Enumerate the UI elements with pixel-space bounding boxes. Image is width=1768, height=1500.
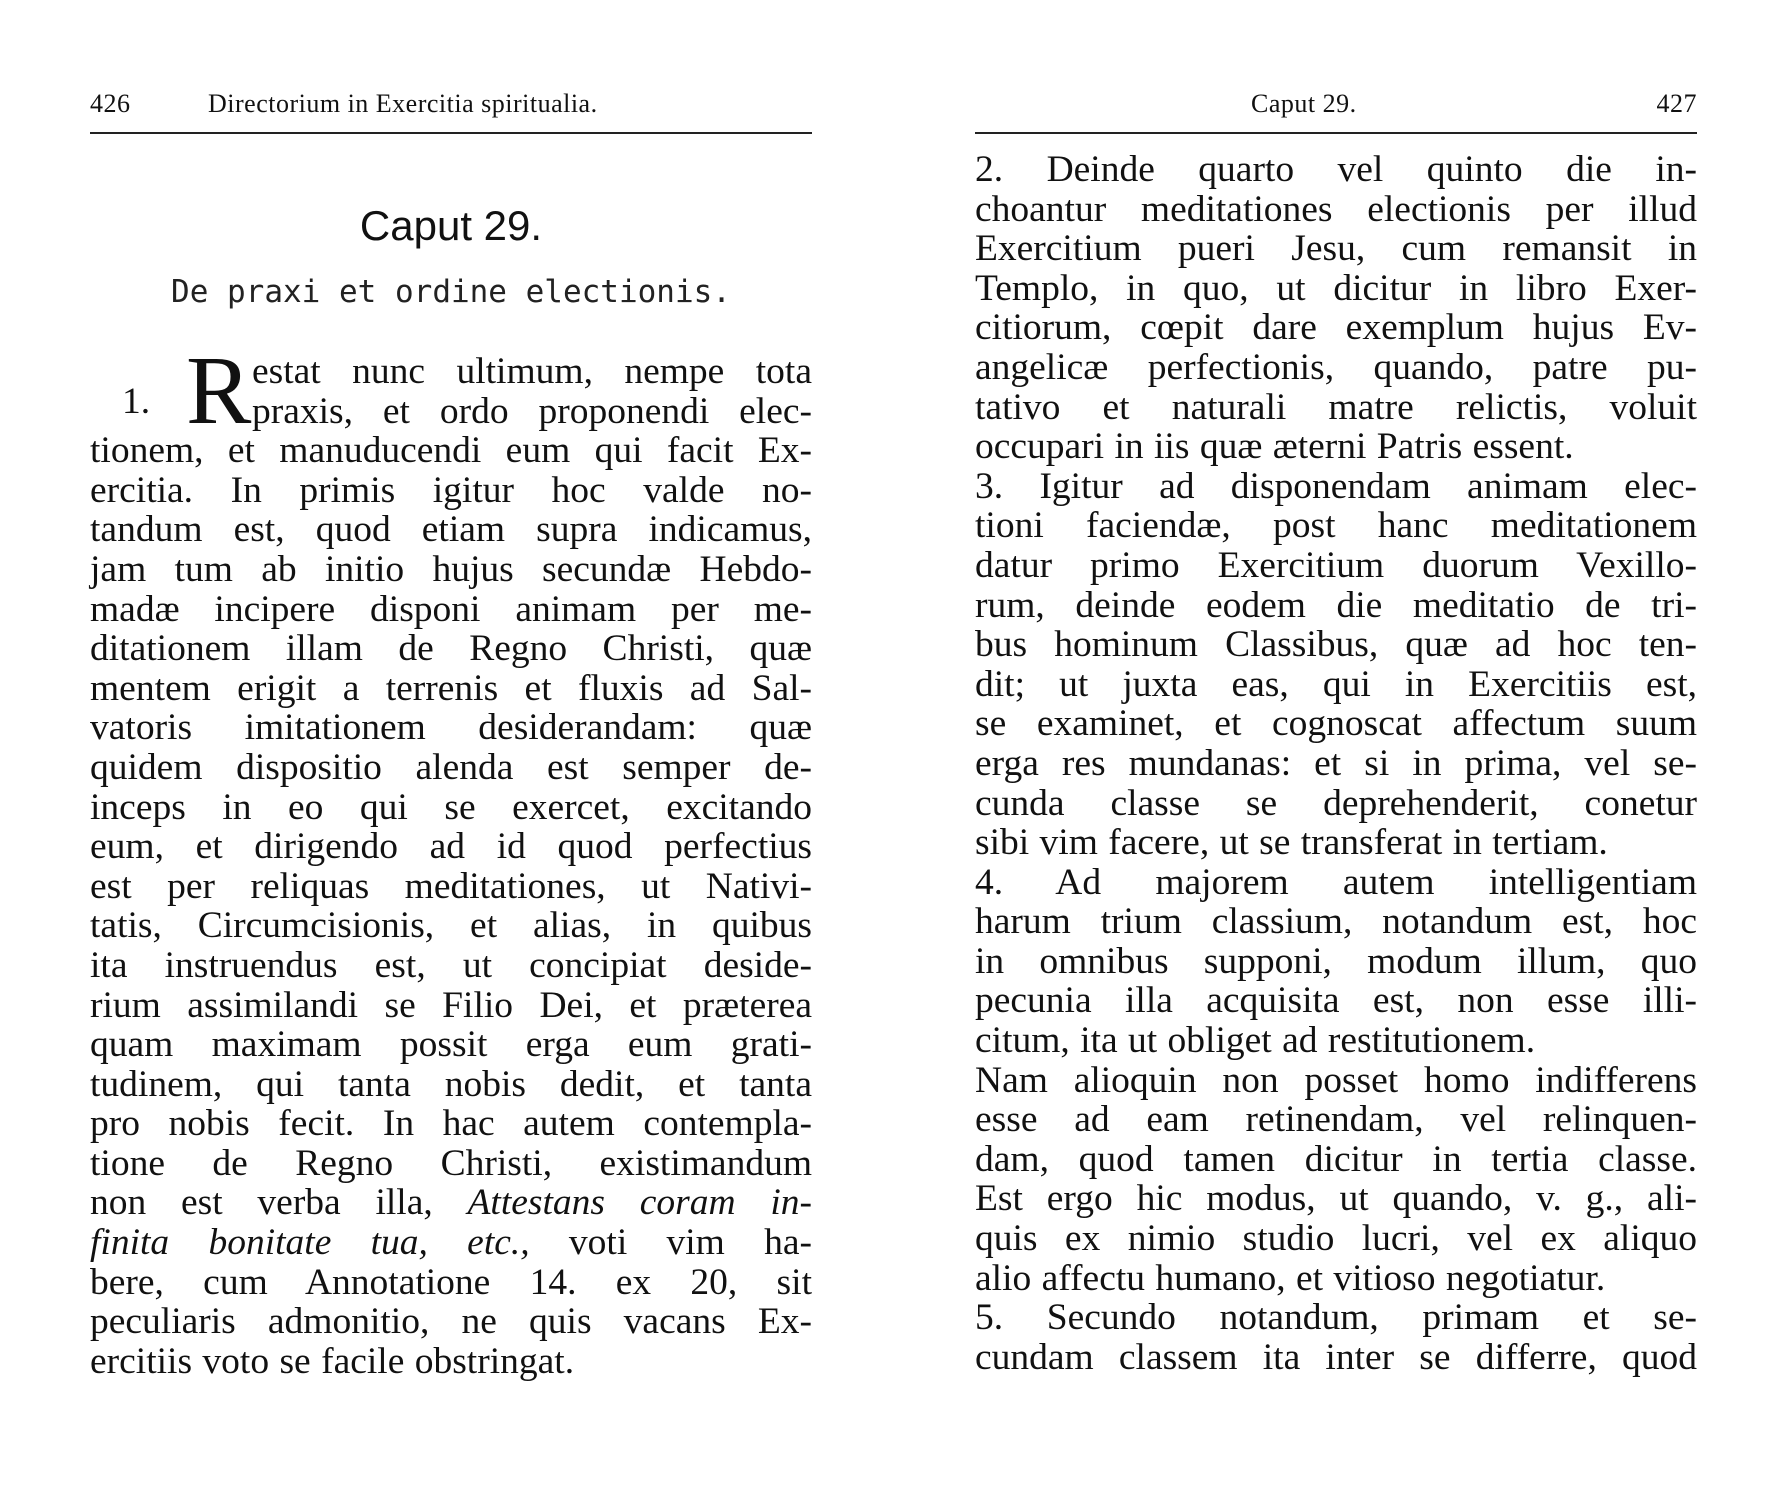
text-line: ercitia. In primis igitur hoc valde no- xyxy=(90,469,812,511)
text-line: ita instruendus est, ut concipiat deside- xyxy=(90,944,812,986)
text-line: jam tum ab initio hujus secundæ Hebdo- xyxy=(90,548,812,590)
left-body-text xyxy=(90,337,813,1382)
left-header-rule xyxy=(90,132,812,134)
paragraph-number: 1. xyxy=(122,381,151,422)
text-line: est per reliquas meditationes, ut Nativi- xyxy=(90,865,812,907)
text-line: tandum est, quod etiam supra indicamus, xyxy=(90,509,812,551)
text-line: vatoris imitationem desiderandam: quæ xyxy=(90,707,812,749)
text-line: tativo et naturali matre relictis, voluit xyxy=(975,386,1697,428)
right-page-number: 427 xyxy=(1656,89,1697,118)
left-page-number: 426 xyxy=(90,89,131,118)
left-tail-lines xyxy=(90,1263,812,1382)
text-line: pro nobis fecit. In hac autem contempla- xyxy=(90,1103,812,1145)
text-line: madæ incipere disponi animam per me- xyxy=(90,588,812,630)
text-line: se examinet, et cognoscat affectum suum xyxy=(975,703,1697,745)
text-line: Est ergo hic modus, ut quando, v. g., ali- xyxy=(975,1178,1697,1220)
text-line: Nam alioquin non posset homo indifferens xyxy=(975,1059,1697,1101)
text-line: harum trium classium, notandum est, hoc xyxy=(975,901,1697,943)
text-line: citiorum, cœpit dare exemplum hujus Ev- xyxy=(975,307,1697,349)
left-page xyxy=(90,0,812,1500)
text-line: mentem erigit a terrenis et fluxis ad Sal- xyxy=(90,667,812,709)
right-page xyxy=(975,0,1697,1500)
text-line: 2. Deinde quarto vel quinto die in- xyxy=(975,149,1697,190)
left-lines xyxy=(90,431,812,1183)
right-running-title: Caput 29. xyxy=(1251,89,1357,118)
text-line: praxis, et ordo proponendi elec- xyxy=(252,390,812,432)
text-line: inceps in eo qui se exercet, excitando xyxy=(90,786,812,828)
text-run: non est verba illa, xyxy=(90,1182,468,1224)
text-line: rium assimilandi se Filio Dei, et præterea xyxy=(90,984,812,1026)
left-running-title: Directorium in Exercitia spiritualia. xyxy=(208,89,598,118)
text-line: bere, cum Annotatione 14. ex 20, sit xyxy=(90,1261,812,1303)
italic-text: Attestans coram in- xyxy=(467,1182,812,1224)
text-line: quidem dispositio alenda est semper de- xyxy=(90,746,812,788)
right-header-rule xyxy=(975,132,1697,134)
chapter-subtitle: De praxi et ordine electionis. xyxy=(171,274,731,310)
text-line: sibi vim facere, ut se transferat in tertiam. xyxy=(975,822,1608,864)
text-line: datur primo Exercitium duorum Vexillo- xyxy=(975,544,1697,586)
text-line: estat nunc ultimum, nempe tota xyxy=(252,351,812,392)
text-line: erga res mundanas: et si in prima, vel se- xyxy=(975,742,1697,784)
text-line: dam, quod tamen dicitur in tertia classe. xyxy=(975,1138,1697,1180)
text-line: 5. Secundo notandum, primam et se- xyxy=(975,1297,1697,1339)
text-line: quam maximam possit erga eum grati- xyxy=(90,1024,812,1066)
right-running-head xyxy=(975,84,1697,124)
text-line: tudinem, qui tanta nobis dedit, et tanta xyxy=(90,1063,812,1105)
text-line: alio affectu humano, et vitioso negotiatur. xyxy=(975,1257,1606,1299)
left-running-head xyxy=(90,84,812,124)
text-line: 3. Igitur ad disponendam animam elec- xyxy=(975,465,1697,507)
text-line: quis ex nimio studio lucri, vel ex aliquo xyxy=(975,1218,1697,1260)
text-line: citum, ita ut obliget ad restitutionem. xyxy=(975,1020,1536,1062)
text-line: cunda classe se deprehenderit, conetur xyxy=(975,782,1697,824)
text-line: ditationem illam de Regno Christi, quæ xyxy=(90,628,812,670)
text-line: Exercitium pueri Jesu, cum remansit in xyxy=(975,228,1697,270)
text-line: Templo, in quo, ut dicitur in libro Exer- xyxy=(975,267,1697,309)
text-line: cundam classem ita inter se differre, quod xyxy=(975,1336,1697,1378)
text-line: esse ad eam retinendam, vel relinquen- xyxy=(975,1099,1697,1141)
text-line: occupari in iis quæ æterni Patris essent. xyxy=(975,426,1574,468)
text-line xyxy=(90,1223,812,1263)
text-line: bus hominum Classibus, quæ ad hoc ten- xyxy=(975,624,1697,666)
text-line: dit; ut juxta eas, qui in Exercitiis est, xyxy=(975,663,1697,705)
text-line: peculiaris admonitio, ne quis vacans Ex- xyxy=(90,1301,812,1343)
text-line: tatis, Circumcisionis, et alias, in quibus xyxy=(90,905,812,947)
text-line xyxy=(90,1183,812,1223)
drop-cap: R xyxy=(186,337,252,445)
text-line: tionem, et manuducendi eum qui facit Ex- xyxy=(90,430,812,472)
text-line: ercitiis voto se facile obstringat. xyxy=(90,1340,575,1382)
text-line: in omnibus supponi, modum illum, quo xyxy=(975,940,1697,982)
drop-cap-block xyxy=(90,337,812,445)
italic-text: finita bonitate tua, etc., xyxy=(90,1222,530,1264)
text-line: choantur meditationes electionis per illud xyxy=(975,188,1697,230)
text-run: voti vim ha- xyxy=(529,1222,813,1264)
text-line: tione de Regno Christi, existimandum xyxy=(90,1142,812,1184)
chapter-title: Caput 29. xyxy=(359,202,543,249)
text-line: pecunia illa acquisita est, non esse illi- xyxy=(975,980,1697,1022)
right-body-text xyxy=(975,150,1697,1377)
text-line: 4. Ad majorem autem intelligentiam xyxy=(975,861,1697,903)
text-line: eum, et dirigendo ad id quod perfectius xyxy=(90,826,812,868)
text-line: tioni faciendæ, post hanc meditationem xyxy=(975,505,1697,547)
text-line: rum, deinde eodem die meditatio de tri- xyxy=(975,584,1697,626)
text-line: angelicæ perfectionis, quando, patre pu- xyxy=(975,346,1697,388)
